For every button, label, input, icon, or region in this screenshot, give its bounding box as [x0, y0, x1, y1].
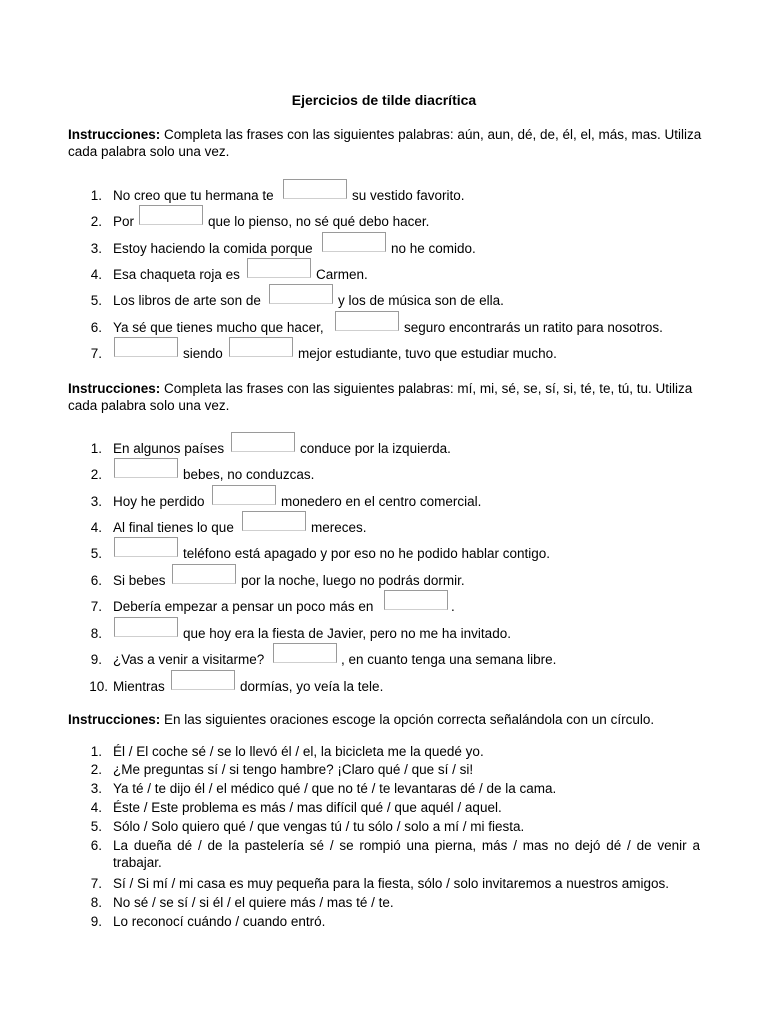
item-number: 7. [90, 599, 102, 614]
item-text: Lo reconocí cuándo / cuando entró. [113, 914, 326, 929]
item-text: monedero en el centro comercial. [281, 494, 482, 509]
item-text: Ya té / te dijo él / el médico qué / que no té / te levantaras dé / de la cama. [113, 781, 557, 796]
item-number: 8. [90, 626, 102, 641]
item-text: Ya sé que tienes mucho que hacer, [113, 320, 324, 335]
item-text: Sólo / Solo quiero qué / que vengas tú / tu sólo / solo a mí / mi fiesta. [113, 819, 525, 834]
instructions-2 [68, 380, 708, 414]
item-text: mejor estudiante, tuvo que estudiar mucho. [298, 346, 557, 361]
item-text: Éste / Este problema es más / mas difícil qué / que aquél / aquel. [113, 800, 502, 815]
item-number: 7. [90, 346, 102, 361]
item-text: Debería empezar a pensar un poco más en [113, 599, 374, 614]
item-text: ¿Vas a venir a visitarme? [113, 652, 265, 667]
instructions-label: Instrucciones: [68, 381, 161, 396]
item-number: 3. [90, 781, 102, 796]
item-number: 4. [90, 520, 102, 535]
item-number: 7. [90, 876, 102, 891]
item-number: 5. [90, 293, 102, 308]
item-text: Esa chaqueta roja es [113, 267, 240, 282]
item-text: ¿Me preguntas sí / si tengo hambre? ¡Claro qué / que sí / si! [113, 762, 474, 777]
instructions-label: Instrucciones: [68, 127, 161, 142]
item-text: no he comido. [391, 241, 476, 256]
item-number: 8. [90, 895, 102, 910]
item-text: dormías, yo veía la tele. [240, 679, 384, 694]
item-text: que lo pienso, no sé qué debo hacer. [208, 214, 430, 229]
item-text: Mientras [113, 679, 165, 694]
item-number: 1. [90, 441, 102, 456]
item-text: siendo [183, 346, 223, 361]
answer-blank-2-2[interactable] [114, 458, 178, 478]
item-text: por la noche, luego no podrás dormir. [241, 573, 465, 588]
answer-blank-2-3[interactable] [212, 485, 276, 505]
item-text: mereces. [311, 520, 367, 535]
item-number: 3. [90, 494, 102, 509]
item-number: 6. [90, 573, 102, 588]
instructions-text: Completa las frases con las siguientes palabras: aún, aun, dé, de, él, el, más, mas. Utiliza cada palabra solo una vez. [68, 127, 702, 159]
answer-blank-1-4[interactable] [247, 258, 311, 278]
answer-blank-1-2[interactable] [139, 205, 203, 225]
item-text: su vestido favorito. [352, 188, 465, 203]
item-number: 2. [90, 762, 102, 777]
item-number: 2. [90, 467, 102, 482]
item-number: 5. [90, 819, 102, 834]
item-text: Por [113, 214, 135, 229]
instructions-text: Completa las frases con las siguientes palabras: mí, mi, sé, se, sí, si, té, te, tú, tu. Utiliza cada palabra solo una vez. [68, 381, 693, 413]
item-text: La dueña dé / de la pastelería sé / se rompió una pierna, más / mas no dejó dé / de venir a trabajar. [113, 838, 700, 870]
item-number: 3. [90, 241, 102, 256]
answer-blank-2-1[interactable] [231, 432, 295, 452]
item-text: bebes, no conduzcas. [183, 467, 315, 482]
item-number: 9. [90, 652, 102, 667]
instructions-1 [68, 126, 708, 160]
item-text: teléfono está apagado y por eso no he podido hablar contigo. [183, 546, 551, 561]
item-text: Al final tienes lo que [113, 520, 234, 535]
answer-blank-2-6[interactable] [172, 564, 236, 584]
answer-blank-1-3[interactable] [322, 232, 386, 252]
answer-blank-2-10[interactable] [171, 670, 235, 690]
item-number: 4. [90, 800, 102, 815]
answer-blank-1-7a[interactable] [114, 337, 178, 357]
answer-blank-1-7b[interactable] [229, 337, 293, 357]
item-text: No creo que tu hermana te [113, 188, 274, 203]
item-number: 6. [90, 838, 102, 853]
answer-blank-1-5[interactable] [269, 284, 333, 304]
item-text: Carmen. [316, 267, 368, 282]
instructions-3 [68, 711, 708, 728]
answer-blank-2-4[interactable] [242, 511, 306, 531]
item-text: Estoy haciendo la comida porque [113, 241, 313, 256]
item-text: Hoy he perdido [113, 494, 205, 509]
item-number: 2. [90, 214, 102, 229]
item-number: 6. [90, 320, 102, 335]
item-number: 10. [89, 679, 108, 694]
instructions-text: En las siguientes oraciones escoge la opción correcta señalándola con un círculo. [160, 712, 655, 727]
item-text: seguro encontrarás un ratito para nosotros. [404, 320, 663, 335]
answer-blank-1-6[interactable] [335, 311, 399, 331]
item-text: Él / El coche sé / se lo llevó él / el, la bicicleta me la quedé yo. [113, 744, 484, 759]
answer-blank-2-5[interactable] [114, 537, 178, 557]
item-text: y los de música son de ella. [338, 293, 504, 308]
item-text: No sé / se sí / si él / el quiere más / mas té / te. [113, 895, 394, 910]
answer-blank-1-1[interactable] [283, 179, 347, 199]
item-text: Sí / Si mí / mi casa es muy pequeña para la fiesta, sólo / solo invitaremos a nuestros amigos. [113, 876, 670, 891]
answer-blank-2-7[interactable] [384, 590, 448, 610]
item-number: 9. [90, 914, 102, 929]
item-text: , en cuanto tenga una semana libre. [341, 652, 557, 667]
answer-blank-2-9[interactable] [273, 643, 337, 663]
page-title: Ejercicios de tilde diacrítica [291, 92, 477, 108]
answer-blank-2-8[interactable] [114, 617, 178, 637]
item-text: . [451, 599, 455, 614]
item-text: Si bebes [113, 573, 166, 588]
item-text: conduce por la izquierda. [300, 441, 451, 456]
item-number: 5. [90, 546, 102, 561]
item-text: En algunos países [113, 441, 225, 456]
item-number: 4. [90, 267, 102, 282]
item-number: 1. [90, 188, 102, 203]
item-number: 1. [90, 744, 102, 759]
item-text: que hoy era la fiesta de Javier, pero no me ha invitado. [183, 626, 511, 641]
instructions-label: Instrucciones: [68, 712, 161, 727]
item-text: Los libros de arte son de [113, 293, 261, 308]
